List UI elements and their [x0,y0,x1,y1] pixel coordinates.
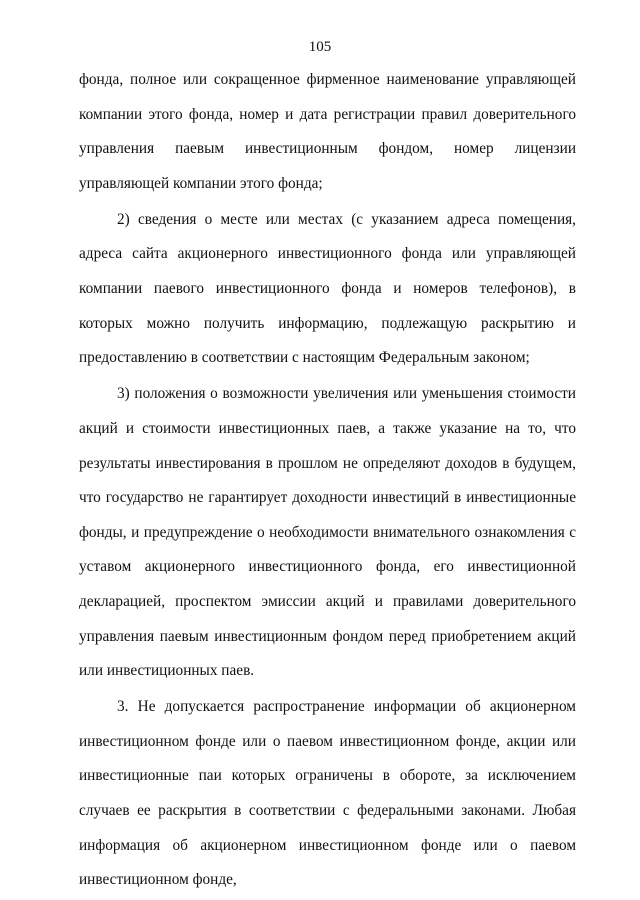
body-text [79,63,576,898]
paragraph-continuation: фонда, полное или сокращенное фирменное наименование управляющей компании этого фонда, номер и дата регистрации правил доверительного управления паевым инвестиционным фондом, номер лицензии управляющей компании этого фонда; [79,71,576,192]
paragraph-item-3: 3) положения о возможности увеличения или уменьшения стоимости акций и стоимости инвестиционных паев, а также указание на то, что результаты инвестирования в прошлом не определяют доходов в будущем, что государство не гарантирует доходности инвестиций в инвестиционные фонды, и предупреждение о необходимости внимательного ознакомления с уставом акционерного инвестиционного фонда, его инвестиционной декларацией, проспектом эмиссии акций и правилами доверительного управления паевым инвестиционным фондом перед приобретением акций или инвестиционных паев. [79,385,576,680]
paragraph-clause-3: 3. Не допускается распространение информации об акционерном инвестиционном фонде или о паевом инвестиционном фонде, акции или инвестиционные паи которых ограничены в обороте, за исключением случаев ее раскрытия в соответствии с федеральными законами. Любая информация об акционерном инвестиционном фонде или о паевом инвестиционном фонде, [79,698,576,889]
page-number: 105 [308,39,332,55]
paragraph-item-2: 2) сведения о месте или местах (с указанием адреса помещения, адреса сайта акционерного инвестиционного фонда или управляющей компании паевого инвестиционного фонда и номеров телефонов), в которых можно получить информацию, подлежащую раскрытию и предоставлению в соответствии с настоящим Федеральным законом; [79,210,576,367]
